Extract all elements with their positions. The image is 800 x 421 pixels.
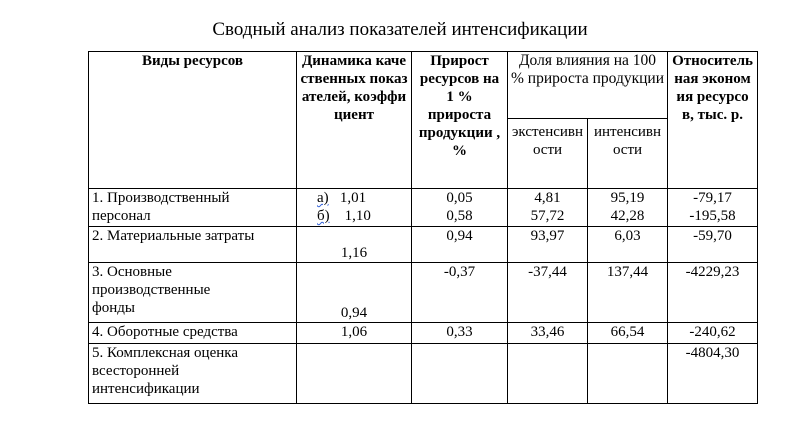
extensiveness-cell	[508, 344, 588, 404]
page-title: Сводный анализ показателей интенсификации	[212, 19, 588, 40]
economy-cell: -240,62	[668, 323, 758, 344]
growth-cell	[412, 344, 508, 404]
resource-name-line: интенсификации	[92, 381, 200, 397]
resource-name-line: всесторонней	[92, 363, 180, 379]
resource-name-cell	[89, 189, 297, 227]
intensiveness-cell: 66,54	[588, 323, 668, 344]
extensiveness-value: 57,72	[530, 208, 565, 224]
growth-value: 0,58	[446, 208, 473, 224]
coefficient-cell: 0,94	[297, 263, 412, 323]
resource-name-line: фонды	[92, 300, 135, 316]
economy-cell: -59,70	[668, 227, 758, 263]
resource-name-line: 5. Комплексная оценка	[92, 345, 238, 361]
extensiveness-cell: 33,46	[508, 323, 588, 344]
economy-cell: -4229,23	[668, 263, 758, 323]
resource-name-line: 1. Производственный	[92, 190, 230, 206]
resource-name-cell	[89, 263, 297, 323]
intensiveness-cell: 6,03	[588, 227, 668, 263]
header-intensiveness: интенсивности	[588, 119, 668, 189]
extensiveness-cell: 93,97	[508, 227, 588, 263]
coef-prefix: б)	[317, 208, 330, 224]
economy-value: -79,17	[693, 190, 732, 206]
intensiveness-cell: 137,44	[588, 263, 668, 323]
resource-name-cell: 4. Оборотные средства	[89, 323, 297, 344]
intensiveness-value: 95,19	[610, 190, 645, 206]
table-row	[89, 323, 758, 344]
header-influence-share: Доля влияния на 100 % прироста продукции	[508, 52, 668, 119]
extensiveness-cell	[508, 189, 588, 227]
coef-value: 1,10	[344, 208, 371, 224]
table-row	[89, 227, 758, 263]
resource-name-line: персонал	[92, 208, 151, 224]
header-dynamics: Динамика качественных показателей, коэффициент	[297, 52, 412, 189]
resource-name-cell	[89, 344, 297, 404]
growth-cell: -0,37	[412, 263, 508, 323]
table-row	[89, 344, 758, 404]
header-resource-types: Виды ресурсов	[89, 52, 297, 189]
economy-cell	[668, 189, 758, 227]
growth-cell: 0,33	[412, 323, 508, 344]
header-relative-economy: Относительная экономия ресурсов, тыс. р.	[668, 52, 758, 189]
header-growth: Прирост ресурсов на 1 % прироста продукции , %	[412, 52, 508, 189]
extensiveness-value: 4,81	[534, 190, 561, 206]
extensiveness-cell: -37,44	[508, 263, 588, 323]
coef-value: 1,01	[339, 190, 367, 206]
intensiveness-cell	[588, 189, 668, 227]
resource-name-line: 3. Основные	[92, 264, 172, 280]
coef-prefix: а)	[317, 190, 329, 206]
header-extensiveness: экстенсивности	[508, 119, 588, 189]
coefficient-cell: 1,16	[297, 227, 412, 263]
resource-name-cell: 2. Материальные затраты	[89, 227, 297, 263]
table-row	[89, 189, 758, 227]
coefficient-cell	[297, 344, 412, 404]
header-row-1	[89, 52, 758, 119]
intensiveness-value: 42,28	[610, 208, 645, 224]
growth-cell: 0,94	[412, 227, 508, 263]
growth-cell	[412, 189, 508, 227]
intensiveness-cell	[588, 344, 668, 404]
growth-value: 0,05	[446, 190, 473, 206]
table-row	[89, 263, 758, 323]
coefficient-cell: 1,06	[297, 323, 412, 344]
resource-name-line: производственные	[92, 282, 211, 298]
economy-cell: -4804,30	[668, 344, 758, 404]
economy-value: -195,58	[689, 208, 736, 224]
intensification-table	[88, 51, 758, 404]
coefficient-cell	[297, 189, 412, 227]
